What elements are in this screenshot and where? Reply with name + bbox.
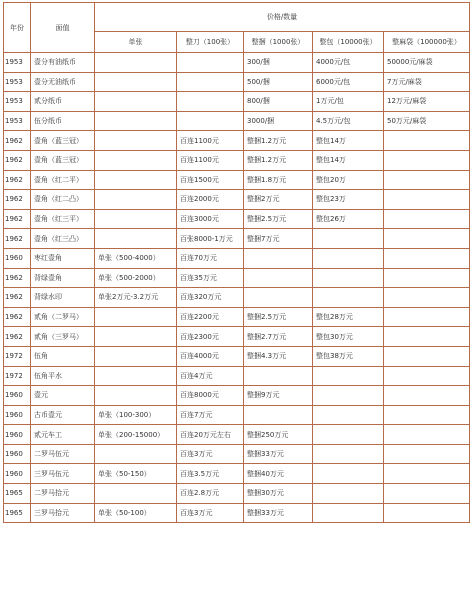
cell-single [95,150,177,170]
cell-bundle: 500/捆 [244,72,313,92]
cell-bundle [244,268,313,288]
cell-bundle [244,405,313,425]
cell-year: 1960 [4,464,31,484]
cell-bundle: 整捆33万元 [244,503,313,523]
cell-pack: 整包38万元 [313,346,384,366]
cell-bundle: 整捆9万元 [244,386,313,406]
cell-year: 1962 [4,150,31,170]
table-row [4,307,470,327]
table-row [4,366,470,386]
cell-pack: 1万元/包 [313,92,384,112]
cell-bundle: 整捆30万元 [244,484,313,504]
cell-single [95,53,177,73]
header-bundle: 整捆（1000张） [244,32,313,53]
cell-knife: 百连1100元 [177,150,244,170]
cell-bag [384,405,470,425]
cell-knife: 百连3.5万元 [177,464,244,484]
cell-bundle: 800/捆 [244,92,313,112]
cell-single: 单张（50-100） [95,503,177,523]
cell-single [95,327,177,347]
cell-denomination: 伍角平水 [31,366,95,386]
cell-bag [384,503,470,523]
cell-bundle [244,248,313,268]
table-row [4,288,470,308]
cell-knife: 百连2200元 [177,307,244,327]
cell-single [95,386,177,406]
cell-year: 1953 [4,111,31,131]
header-bag: 整麻袋（100000张） [384,32,470,53]
table-row [4,131,470,151]
cell-year: 1962 [4,131,31,151]
cell-bag [384,425,470,445]
cell-knife [177,92,244,112]
cell-bundle: 整捆2.7万元 [244,327,313,347]
cell-bundle: 整捆4.3万元 [244,346,313,366]
cell-bundle: 整捆2.5万元 [244,307,313,327]
cell-denomination: 伍角 [31,346,95,366]
table-body [4,53,470,523]
cell-pack [313,268,384,288]
table-row [4,346,470,366]
cell-knife: 百连8000元 [177,386,244,406]
cell-year: 1960 [4,425,31,445]
cell-knife: 百连1500元 [177,170,244,190]
cell-year: 1960 [4,248,31,268]
table-row [4,209,470,229]
header-pack: 整包（10000张） [313,32,384,53]
cell-pack [313,405,384,425]
cell-bundle: 整捆250万元 [244,425,313,445]
cell-bag [384,131,470,151]
cell-bag [384,248,470,268]
table-row [4,268,470,288]
cell-bag: 12万元/麻袋 [384,92,470,112]
cell-single [95,72,177,92]
cell-denomination: 三罗马伍元 [31,464,95,484]
cell-bag [384,484,470,504]
cell-denomination: 贰角（二罗马） [31,307,95,327]
table-row [4,111,470,131]
cell-pack: 4.5万元/包 [313,111,384,131]
cell-pack: 整包30万元 [313,327,384,347]
cell-bag [384,366,470,386]
table-row [4,503,470,523]
cell-denomination: 背绿水印 [31,288,95,308]
cell-single: 单张（500-4000） [95,248,177,268]
cell-denomination: 贰元车工 [31,425,95,445]
cell-pack: 整包23万 [313,190,384,210]
cell-bag [384,346,470,366]
cell-denomination: 贰分纸币 [31,92,95,112]
cell-knife: 百连4000元 [177,346,244,366]
cell-year: 1953 [4,53,31,73]
cell-bundle: 整捆1.2万元 [244,131,313,151]
cell-year: 1972 [4,366,31,386]
cell-denomination: 古币壹元 [31,405,95,425]
cell-pack [313,229,384,249]
cell-single [95,111,177,131]
cell-denomination: 壹角（红二平） [31,170,95,190]
cell-year: 1962 [4,209,31,229]
cell-bundle: 整捆33万元 [244,444,313,464]
cell-denomination: 二罗马拾元 [31,484,95,504]
cell-knife [177,53,244,73]
cell-bag [384,150,470,170]
cell-denomination: 三罗马拾元 [31,503,95,523]
cell-pack [313,484,384,504]
cell-knife: 百连2300元 [177,327,244,347]
cell-pack [313,444,384,464]
cell-denomination: 壹角（蓝三冠） [31,150,95,170]
cell-year: 1972 [4,346,31,366]
cell-bag [384,190,470,210]
cell-year: 1962 [4,307,31,327]
header-row-top [4,3,470,32]
cell-pack [313,425,384,445]
cell-bag [384,307,470,327]
table-row [4,464,470,484]
table-row [4,425,470,445]
cell-pack [313,503,384,523]
cell-pack: 整包20万 [313,170,384,190]
cell-single [95,366,177,386]
cell-single: 单张（500-2000） [95,268,177,288]
cell-bundle [244,288,313,308]
table-row [4,386,470,406]
cell-pack [313,248,384,268]
cell-bundle: 整捆40万元 [244,464,313,484]
table-row [4,248,470,268]
cell-pack [313,464,384,484]
cell-year: 1960 [4,444,31,464]
cell-single [95,346,177,366]
cell-denomination: 枣红壹角 [31,248,95,268]
cell-denomination: 壹角（红二凸） [31,190,95,210]
cell-year: 1962 [4,170,31,190]
cell-bundle: 300/捆 [244,53,313,73]
cell-pack: 整包14万 [313,131,384,151]
cell-denomination: 壹分有油纸币 [31,53,95,73]
cell-single: 单张（200-15000） [95,425,177,445]
cell-bag: 50000元/麻袋 [384,53,470,73]
cell-bundle: 整捆2万元 [244,190,313,210]
cell-year: 1965 [4,484,31,504]
table-row [4,444,470,464]
cell-single [95,131,177,151]
cell-knife: 百连320万元 [177,288,244,308]
cell-denomination: 壹角（红三平） [31,209,95,229]
cell-single: 单张（100-300） [95,405,177,425]
cell-year: 1962 [4,288,31,308]
cell-bag [384,327,470,347]
cell-knife: 百连20万元左右 [177,425,244,445]
cell-bag: 50万元/麻袋 [384,111,470,131]
cell-bundle: 整捆1.2万元 [244,150,313,170]
cell-denomination: 二罗马伍元 [31,444,95,464]
cell-year: 1962 [4,327,31,347]
cell-knife: 百连3000元 [177,209,244,229]
cell-denomination: 壹元 [31,386,95,406]
cell-bundle: 整捆2.5万元 [244,209,313,229]
cell-year: 1953 [4,92,31,112]
banknote-price-table [3,2,470,523]
cell-single [95,484,177,504]
cell-pack [313,288,384,308]
cell-single [95,92,177,112]
table-row [4,484,470,504]
cell-knife: 百连2.8万元 [177,484,244,504]
header-price-quantity: 价格/数量 [95,3,470,32]
cell-year: 1962 [4,268,31,288]
cell-bag [384,209,470,229]
cell-knife [177,72,244,92]
cell-knife [177,111,244,131]
table-row [4,229,470,249]
cell-bag: 7万元/麻袋 [384,72,470,92]
cell-denomination: 壹分无油纸币 [31,72,95,92]
cell-year: 1960 [4,405,31,425]
table-row [4,190,470,210]
cell-bag [384,444,470,464]
cell-pack: 4000元/包 [313,53,384,73]
header-knife: 整刀（100张） [177,32,244,53]
cell-knife: 百连1100元 [177,131,244,151]
cell-pack: 整包28万元 [313,307,384,327]
cell-single [95,229,177,249]
table-row [4,92,470,112]
cell-denomination: 贰角（三罗马） [31,327,95,347]
cell-bundle: 整捆7万元 [244,229,313,249]
cell-pack [313,366,384,386]
cell-bundle: 3000/捆 [244,111,313,131]
cell-bag [384,464,470,484]
cell-denomination: 壹角（蓝三冠） [31,131,95,151]
table-row [4,170,470,190]
header-denomination: 面值 [31,3,95,53]
cell-knife: 百连4万元 [177,366,244,386]
cell-single [95,209,177,229]
cell-year: 1962 [4,229,31,249]
cell-knife: 百张8000-1万元 [177,229,244,249]
cell-bag [384,288,470,308]
table-row [4,327,470,347]
cell-pack [313,386,384,406]
cell-knife: 百连35万元 [177,268,244,288]
cell-knife: 百连70万元 [177,248,244,268]
cell-year: 1962 [4,190,31,210]
cell-single: 单张（50-150） [95,464,177,484]
cell-year: 1953 [4,72,31,92]
cell-bag [384,268,470,288]
cell-bag [384,170,470,190]
cell-single: 单张2万元-3.2万元 [95,288,177,308]
cell-pack: 6000元/包 [313,72,384,92]
cell-bag [384,229,470,249]
cell-year: 1965 [4,503,31,523]
header-single: 单张 [95,32,177,53]
cell-denomination: 背绿壹角 [31,268,95,288]
table-row [4,150,470,170]
header-year: 年份 [4,3,31,53]
cell-denomination: 壹角（红三凸） [31,229,95,249]
cell-denomination: 伍分纸币 [31,111,95,131]
cell-single [95,170,177,190]
price-table-container [3,2,469,523]
table-row [4,53,470,73]
cell-knife: 百连7万元 [177,405,244,425]
table-row [4,72,470,92]
cell-single [95,444,177,464]
cell-year: 1960 [4,386,31,406]
cell-pack: 整包26万 [313,209,384,229]
cell-bundle [244,366,313,386]
cell-knife: 百连3万元 [177,444,244,464]
cell-bag [384,386,470,406]
cell-knife: 百连3万元 [177,503,244,523]
cell-single [95,190,177,210]
table-row [4,405,470,425]
cell-knife: 百连2000元 [177,190,244,210]
cell-single [95,307,177,327]
cell-bundle: 整捆1.8万元 [244,170,313,190]
cell-pack: 整包14万 [313,150,384,170]
